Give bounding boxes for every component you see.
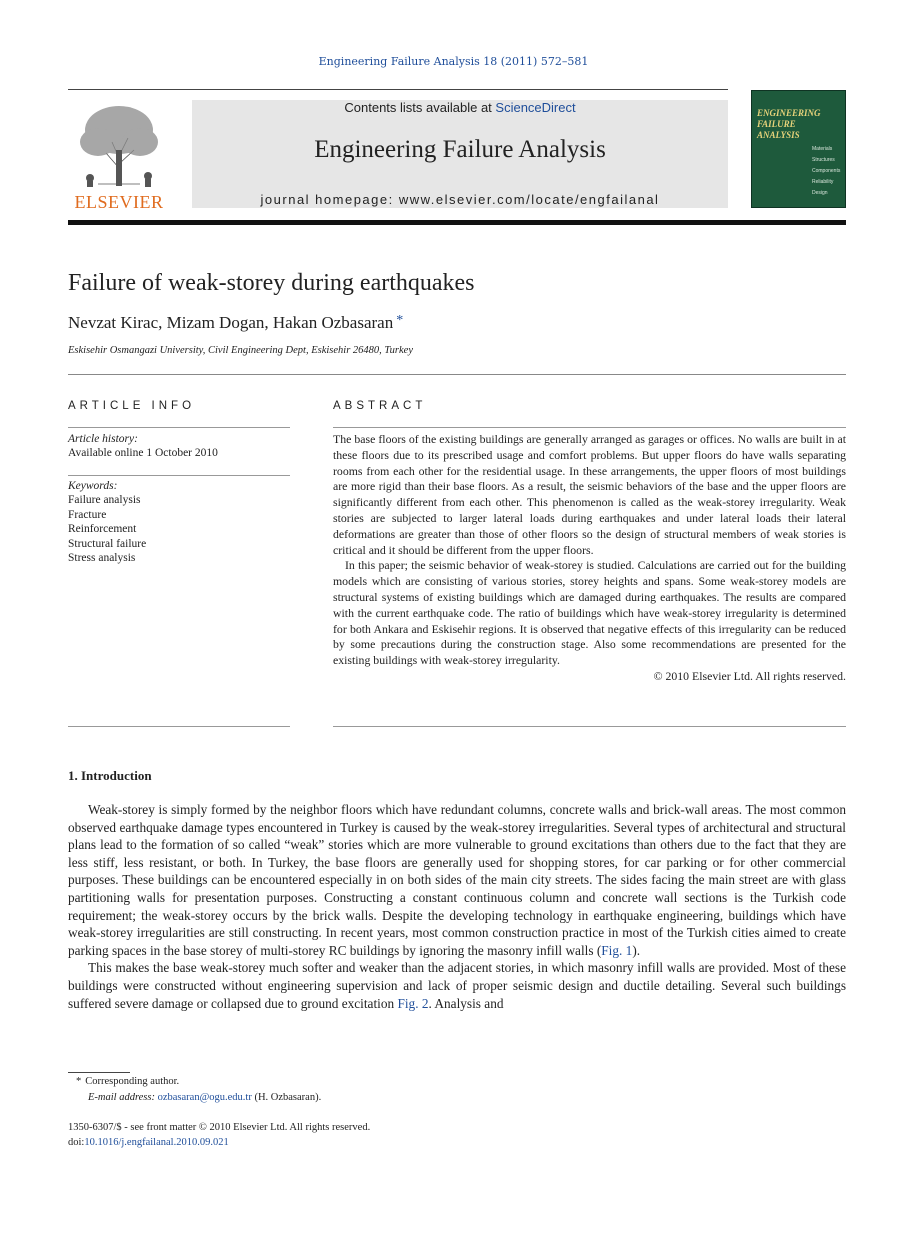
author-names: Nevzat Kirac, Mizam Dogan, Hakan Ozbasaran — [68, 313, 394, 332]
issn-line: 1350-6307/$ - see front matter © 2010 Elsevier Ltd. All rights reserved. — [68, 1122, 371, 1133]
paragraph-text: Weak-storey is simply formed by the neighbor floors which have redundant columns, concrete walls and brick-wall areas. The most common observed earthquake damage types encountered in Turkey is caused by the weak-storey irregularities. Several types of architectural and structural plans lead to the formation of so called “weak” stories which are more vulnerable to ground excitations than others due to the fact that they are less stiff, less resistant, or both. In Turkey, the base floors are generally used for shopping stores, for car parking or for other commercial purposes. These buildings can be encountered especially in on both sides of the main city streets. The sides facing the main street are with glass partitioning walls for presentation purposes. Constructing a constant continuous column and concrete wall sections is the Turkish code requirement; the weak-storey occurs by the brick walls. Despite the developing technology in earthquake engineering, buildings which have weak-storey irregularities are still constructing. In recent years, most common construction practice in most of the Turkish cities aimed to create parking spaces in the base storey of multi-storey RC buildings by ignoring the masonry infill walls ( — [68, 802, 846, 958]
section-heading-introduction: 1. Introduction — [68, 768, 152, 783]
article-info-bottom-rule — [68, 726, 290, 727]
body-text — [68, 801, 846, 1012]
header-top-rule — [68, 89, 728, 90]
sciencedirect-link[interactable]: ScienceDirect — [495, 100, 576, 115]
abstract-body — [333, 432, 846, 685]
cover-title — [757, 108, 845, 141]
footnote-text: Corresponding author. — [85, 1076, 180, 1087]
paragraph-text: ). — [632, 942, 641, 958]
cover-item: Reliability — [812, 179, 834, 185]
email-suffix: (H. Ozbasaran). — [251, 1092, 322, 1103]
email-link[interactable]: ozbasaran@ogu.edu.tr — [157, 1092, 252, 1103]
cover-title-line: ANALYSIS — [757, 130, 800, 140]
article-info-top-rule — [68, 427, 290, 428]
journal-homepage-link[interactable]: journal homepage: www.elsevier.com/locate/engfailanal — [260, 192, 660, 207]
journal-title: Engineering Failure Analysis — [314, 136, 606, 163]
paragraph-text: . Analysis and — [428, 995, 504, 1011]
article-authors — [68, 313, 403, 333]
footnote-mark: * — [76, 1076, 82, 1087]
cover-item: Design — [812, 190, 828, 196]
abstract-bottom-rule — [333, 726, 846, 727]
email-label: E-mail address: — [88, 1092, 158, 1103]
elsevier-logo-text: ELSEVIER — [74, 192, 164, 212]
contents-line — [192, 100, 728, 115]
doi-link[interactable]: 10.1016/j.engfailanal.2010.09.021 — [84, 1137, 229, 1148]
keyword: Stress analysis — [68, 552, 136, 565]
figure-reference-link[interactable]: Fig. 2 — [397, 995, 429, 1011]
journal-reference[interactable]: Engineering Failure Analysis 18 (2011) 572–581 — [318, 55, 589, 68]
abstract-top-rule — [333, 427, 846, 428]
abstract-heading: ABSTRACT — [333, 400, 427, 412]
author-affiliation: Eskisehir Osmangazi University, Civil Engineering Dept, Eskisehir 26480, Turkey — [68, 345, 414, 356]
contents-prefix: Contents lists available at — [344, 100, 496, 115]
article-history-label: Article history: — [68, 433, 138, 445]
cover-title-line: FAILURE — [757, 119, 796, 129]
keyword: Reinforcement — [68, 523, 137, 536]
corresponding-author-mark[interactable]: * — [396, 313, 404, 328]
abstract-paragraph: In this paper; the seismic behavior of weak-storey is studied. Calculations are carried out for the building models which are consisting of various stories, storey heights and spans. Some weak-storey models are structural systems of existing buildings which are damaged during earthquakes. The results are compared with the current earthquake code. The ratio of buildings which have weak-storey irregularity is determined for both Ankara and Eskisehir regions. It is observed that negative effects of this irregularity can be reduced by some precautions during the construction stage. Also some recommendations are presented for the existing buildings with weak-storey irregularity. — [333, 558, 846, 668]
keyword: Failure analysis — [68, 494, 141, 506]
keywords-list — [68, 493, 146, 566]
body-paragraph — [68, 801, 846, 959]
abstract-paragraph: The base floors of the existing buildings are generally arranged as garages or offices. No walls are built in at these floors due to its prescribed usage and comfort problems. But upper floors do have walls separating rooms from each other for the residential usage. In these arrangements, the upper floors of most buildings are more rigid than their base floors. As a result, the seismic behaviors of the base and the upper floors are significantly different from each other. This phenomenon is called as the weak-storey irregularity. Weak stories are subjected to larger lateral loads during earthquakes and under lateral loads their lateral deformations are greater than those of other floors so the design of structural members of weak stories is critical and it should be different from the upper floors. — [333, 432, 846, 557]
header-thick-rule — [68, 220, 846, 225]
keywords-label: Keywords: — [68, 480, 118, 492]
cover-title-line: ENGINEERING — [757, 108, 821, 118]
article-info-mid-rule — [68, 475, 290, 476]
title-divider — [68, 374, 846, 375]
article-history-value: Available online 1 October 2010 — [68, 447, 218, 459]
abstract-copyright: © 2010 Elsevier Ltd. All rights reserved. — [653, 668, 846, 683]
keyword: Structural failure — [68, 537, 147, 550]
body-paragraph — [68, 959, 846, 1012]
footnote-rule — [68, 1072, 130, 1073]
cover-item: Components — [812, 168, 841, 174]
figure-reference-link[interactable]: Fig. 1 — [601, 942, 633, 958]
email-footnote — [88, 1092, 321, 1103]
corresponding-author-footnote — [68, 1076, 179, 1087]
doi-label: doi: — [68, 1137, 85, 1148]
article-title: Failure of weak-storey during earthquakes — [68, 270, 475, 296]
paragraph-text: This makes the base weak-storey much softer and weaker than the adjacent stories, in which masonry infill walls are provided. Most of these buildings were constructed without engineering supervision and lack of proper seismic design and ductile detailing. Several such buildings suffered severe damage or collapsed due to ground excitation — [68, 960, 846, 1011]
doi-line — [68, 1137, 229, 1148]
keyword: Fracture — [68, 508, 107, 521]
article-info-heading: ARTICLE INFO — [68, 400, 196, 412]
cover-item: Structures — [812, 157, 835, 163]
cover-item: Materials — [812, 146, 833, 152]
